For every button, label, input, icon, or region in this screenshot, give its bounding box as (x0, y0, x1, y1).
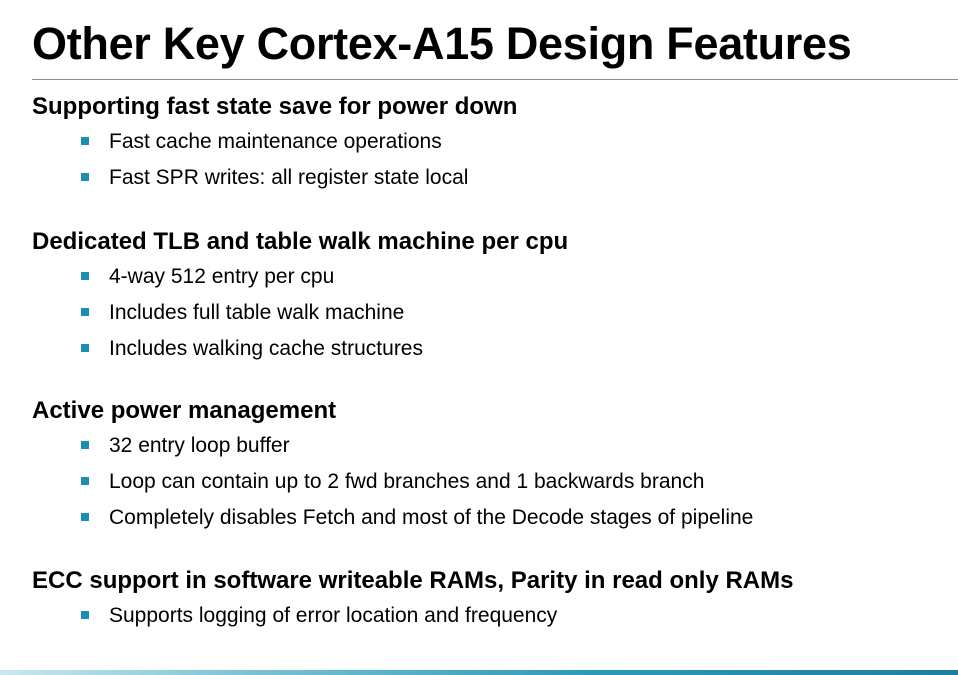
bullet-item (32, 428, 948, 464)
square-bullet-icon (81, 477, 89, 485)
bullet-list (32, 259, 948, 367)
bullet-item (32, 464, 948, 500)
section-heading: Supporting fast state save for power down (32, 93, 518, 120)
square-bullet-icon (81, 441, 89, 449)
bullet-list (32, 124, 948, 196)
section-ecc-support (32, 566, 948, 634)
bullet-text: Fast SPR writes: all register state local (109, 166, 469, 189)
section-dedicated-tlb (32, 227, 948, 367)
square-bullet-icon (81, 308, 89, 316)
bullet-item (32, 124, 948, 160)
square-bullet-icon (81, 513, 89, 521)
bullet-item (32, 331, 948, 367)
square-bullet-icon (81, 611, 89, 619)
square-bullet-icon (81, 272, 89, 280)
square-bullet-icon (81, 137, 89, 145)
slide-title: Other Key Cortex-A15 Design Features (32, 18, 852, 69)
section-active-power-management (32, 396, 948, 536)
bullet-item (32, 598, 948, 634)
bullet-text: 32 entry loop buffer (109, 434, 290, 457)
bullet-text: 4-way 512 entry per cpu (109, 265, 335, 288)
square-bullet-icon (81, 344, 89, 352)
bullet-text: Loop can contain up to 2 fwd branches and 1 backwards branch (109, 470, 705, 493)
bullet-text: Fast cache maintenance operations (109, 130, 442, 153)
section-heading: Dedicated TLB and table walk machine per cpu (32, 228, 569, 255)
title-divider (32, 79, 958, 80)
square-bullet-icon (81, 173, 89, 181)
bullet-item (32, 295, 948, 331)
bullet-list (32, 428, 948, 536)
section-fast-state-save (32, 92, 948, 196)
section-heading: ECC support in software writeable RAMs, Parity in read only RAMs (32, 567, 794, 594)
bullet-text: Supports logging of error location and frequency (109, 604, 558, 627)
bullet-item (32, 259, 948, 295)
bullet-text: Includes full table walk machine (109, 301, 405, 324)
footer-accent-band (0, 670, 958, 675)
bullet-item (32, 500, 948, 536)
bullet-list (32, 598, 948, 634)
bullet-text: Includes walking cache structures (109, 337, 423, 360)
bullet-text: Completely disables Fetch and most of the Decode stages of pipeline (109, 506, 754, 529)
bullet-item (32, 160, 948, 196)
section-heading: Active power management (32, 397, 337, 424)
